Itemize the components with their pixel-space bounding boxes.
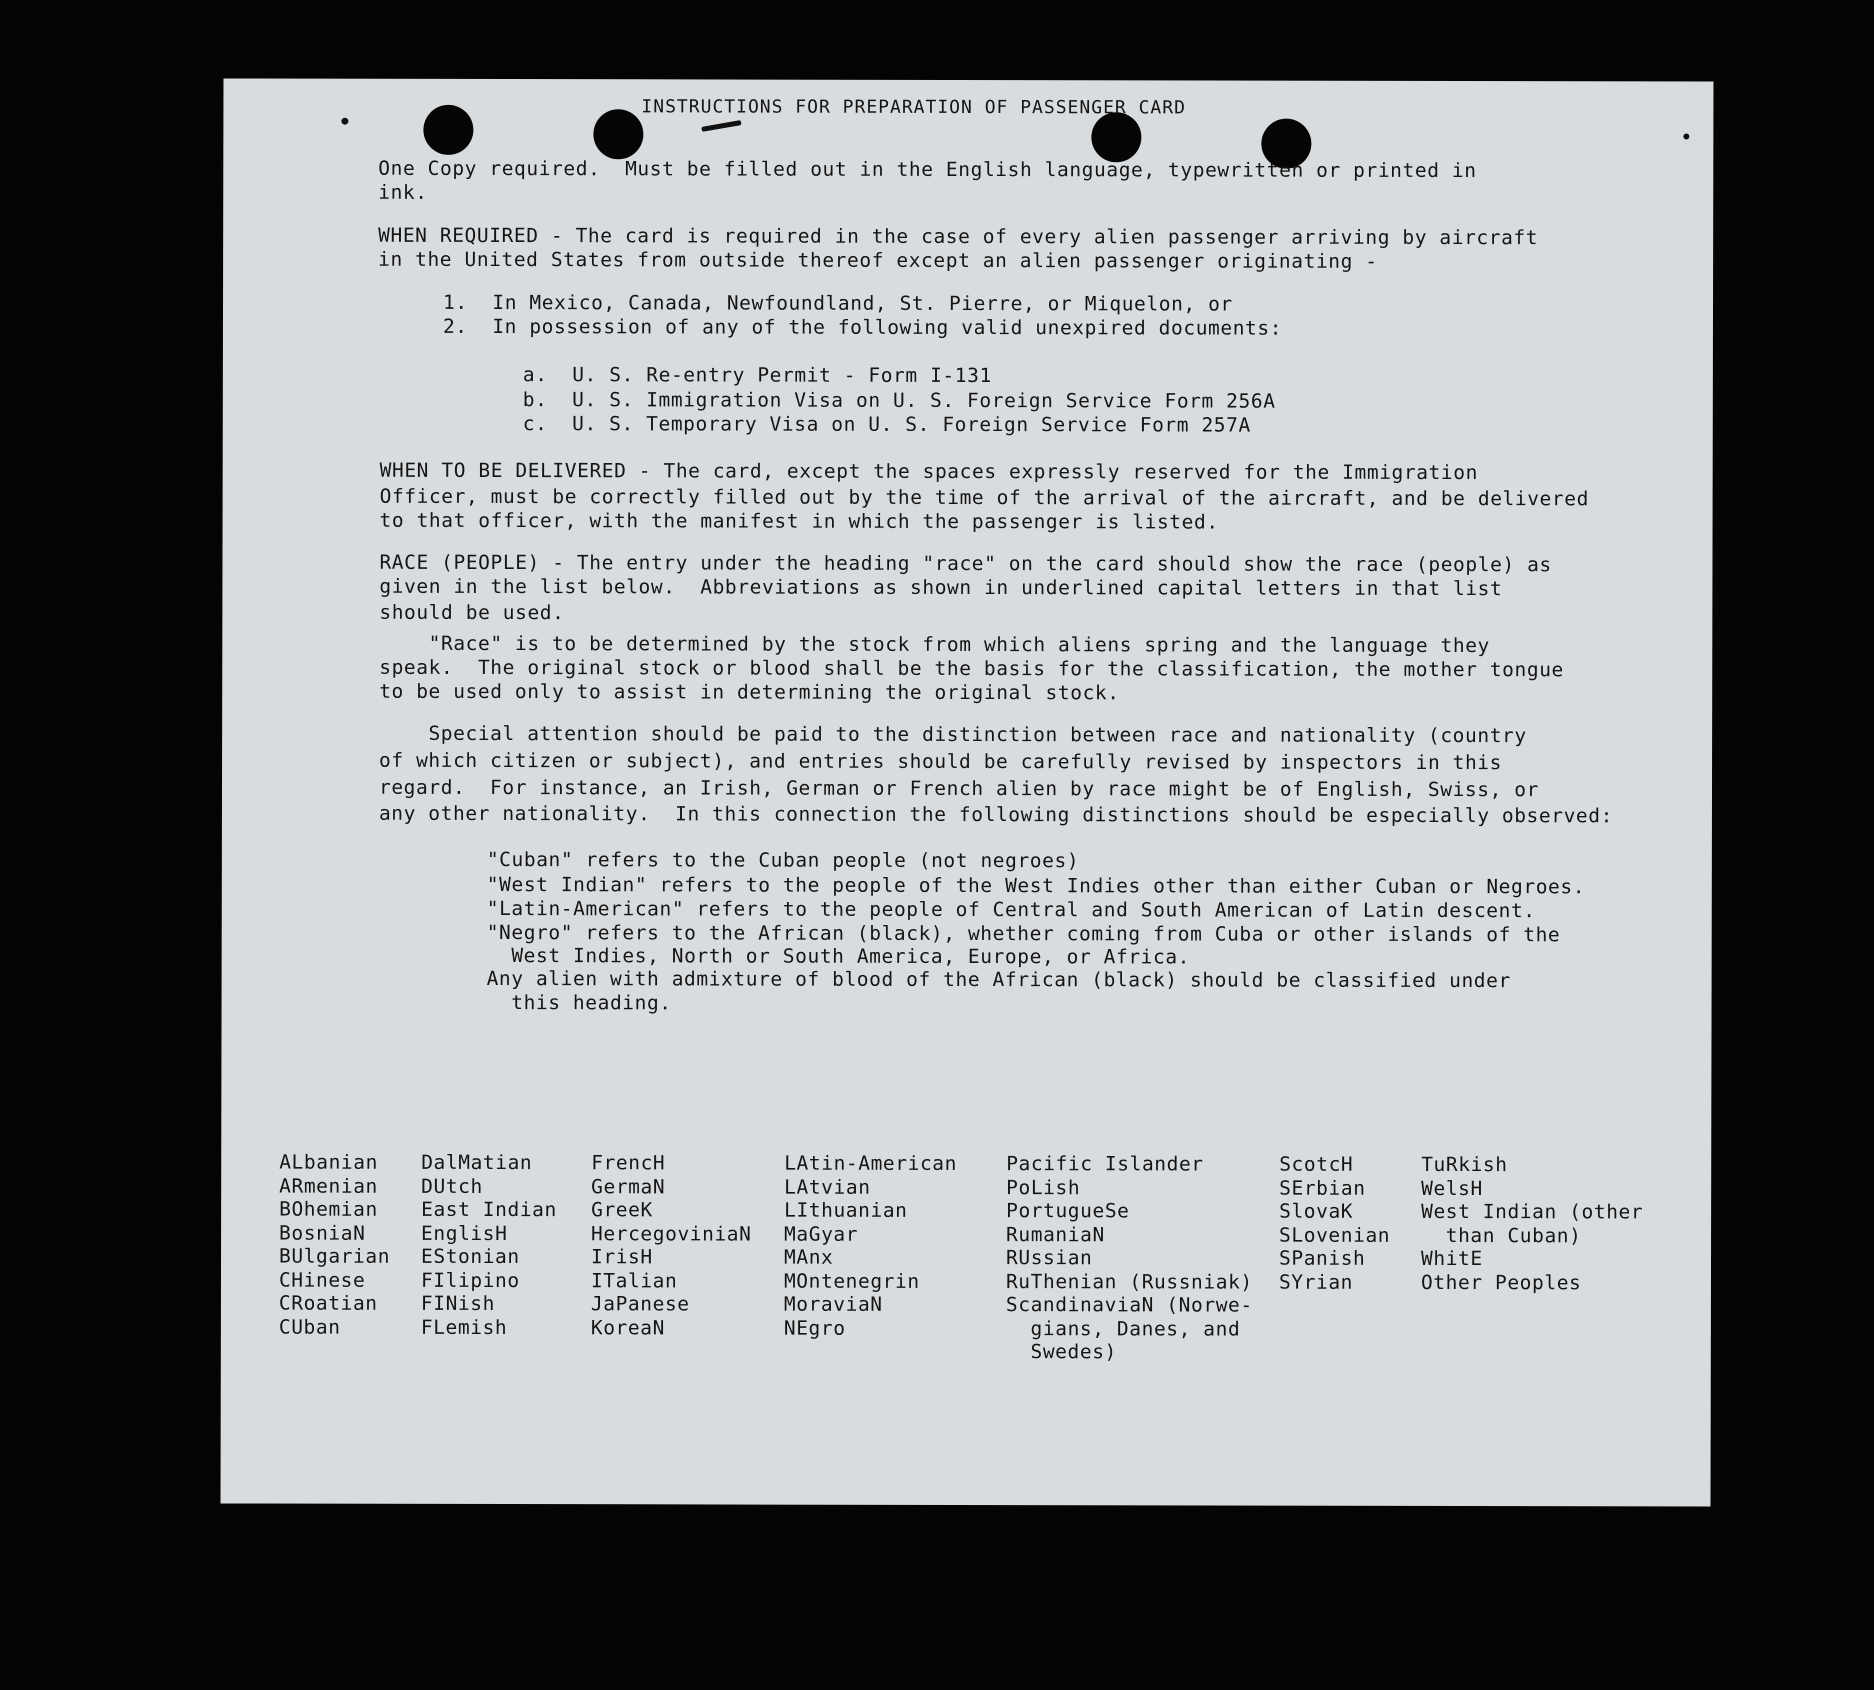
special-attention-line: any other nationality. In this connection the following distinctions should be especially observed: — [378, 801, 1613, 828]
distinction-line: "Cuban" refers to the Cuban people (not negroes) — [486, 847, 1080, 873]
race-column — [1279, 1153, 1390, 1294]
race-entry: LAtvian — [784, 1175, 871, 1199]
race-entry: CRoatian — [278, 1291, 378, 1315]
race-entry: MoraviaN — [783, 1292, 883, 1316]
intro-line: ink. — [378, 180, 428, 204]
race-entry: SYrian — [1278, 1270, 1354, 1294]
distinction-line: Any alien with admixture of blood of the African (black) should be classified under — [486, 966, 1511, 993]
race-entry: FIlipino — [420, 1268, 520, 1292]
numbered-item: 2. In possession of any of the following valid unexpired documents: — [442, 314, 1283, 340]
race-entry: MOntenegrin — [783, 1269, 920, 1293]
race-entry: JaPanese — [590, 1292, 690, 1316]
race-definition-line: speak. The original stock or blood shall be the basis for the classification, the mother tongue — [379, 655, 1564, 682]
speck — [701, 120, 741, 132]
race-entry: RUssian — [1006, 1246, 1093, 1270]
race-entry: BUlgarian — [279, 1244, 391, 1268]
race-entry: MAnx — [784, 1245, 834, 1269]
race-entry: KoreaN — [590, 1315, 665, 1339]
race-entry: East Indian — [421, 1197, 557, 1222]
race-entry: gians, Danes, and — [1005, 1316, 1241, 1341]
race-entry: FLemish — [420, 1315, 508, 1339]
race-people-line: should be used. — [379, 600, 565, 625]
distinction-line: "West Indian" refers to the people of the West Indies other than either Cuban or Negroes. — [486, 872, 1586, 899]
race-entry: TuRkish — [1421, 1152, 1508, 1177]
race-entry: RuThenian (Russniak) — [1005, 1269, 1253, 1294]
distinction-line: this heading. — [486, 990, 672, 1015]
distinction-line: "Latin-American" refers to the people of Central and South American of Latin descent. — [486, 896, 1536, 923]
when-delivered-line: to that officer, with the manifest in which the passenger is listed. — [379, 508, 1219, 534]
race-entry: RumaniaN — [1006, 1222, 1105, 1246]
race-column — [784, 1152, 957, 1340]
race-entry: NEgro — [783, 1316, 846, 1340]
race-entry: EStonian — [421, 1244, 520, 1269]
race-definition-line: to be used only to assist in determining the original stock. — [379, 679, 1120, 705]
race-entry: CUban — [278, 1315, 341, 1339]
race-entry: CHinese — [278, 1268, 366, 1292]
document-list-item: c. U. S. Temporary Visa on U. S. Foreign Service Form 257A — [522, 412, 1251, 437]
race-entry: WhitE — [1421, 1246, 1483, 1271]
race-entry: SPanish — [1279, 1246, 1366, 1270]
race-entry: DUtch — [421, 1174, 483, 1198]
race-entry: DalMatian — [421, 1150, 533, 1175]
speck — [341, 118, 348, 125]
race-entry: GermaN — [591, 1174, 666, 1198]
race-entry: PoLish — [1006, 1175, 1081, 1199]
race-entry: LIthuanian — [784, 1198, 908, 1222]
race-entry: than Cuban) — [1421, 1223, 1582, 1247]
race-entry: Swedes) — [1005, 1340, 1117, 1364]
race-entry: ARmenian — [279, 1174, 378, 1198]
race-people-line: given in the list below. Abbreviations as shown in underlined capital letters in that list — [379, 574, 1503, 601]
race-entry: BosniaN — [279, 1221, 366, 1245]
numbered-item: 1. In Mexico, Canada, Newfoundland, St. Pierre, or Miquelon, or — [443, 290, 1233, 316]
when-delivered-line: WHEN TO BE DELIVERED - The card, except the spaces expressly reserved for the Immigration — [379, 458, 1478, 485]
distinction-line: West Indies, North or South America, Europe, or Africa. — [486, 943, 1191, 969]
when-delivered-line: Officer, must be correctly filled out by the time of the arrival of the aircraft, and be delivered — [379, 484, 1589, 511]
race-column — [279, 1151, 390, 1339]
race-entry: West Indian (other — [1421, 1199, 1644, 1224]
race-column — [421, 1151, 557, 1339]
race-entry: FrencH — [591, 1151, 666, 1175]
speck — [1683, 133, 1689, 139]
race-column — [1421, 1153, 1643, 1294]
special-attention-line: of which citizen or subject), and entries should be carefully revised by inspectors in this — [379, 748, 1503, 775]
punch-hole — [593, 109, 643, 159]
race-entry: FINish — [420, 1291, 495, 1316]
race-entry: LAtin-American — [784, 1151, 958, 1175]
punch-hole — [423, 105, 473, 155]
when-required-line: WHEN REQUIRED - The card is required in the case of every alien passenger arriving by aircraft — [378, 223, 1539, 250]
race-entry: BOhemian — [279, 1197, 378, 1221]
race-entry: ALbanian — [279, 1150, 378, 1174]
document-list-item: b. U. S. Immigration Visa on U. S. Foreign Service Form 256A — [522, 388, 1276, 413]
race-definition-line: "Race" is to be determined by the stock from which aliens spring and the language they — [379, 631, 1490, 658]
race-column — [591, 1151, 752, 1339]
race-entry: GreeK — [591, 1198, 653, 1222]
page-title: INSTRUCTIONS FOR PREPARATION OF PASSENGER CARD — [641, 96, 1186, 119]
race-entry: WelsH — [1421, 1176, 1483, 1200]
race-entry: IrisH — [591, 1245, 653, 1269]
race-entry: ScotcH — [1279, 1152, 1354, 1176]
race-column — [1006, 1152, 1253, 1364]
race-entry: ScandinaviaN (Norwe- — [1005, 1293, 1253, 1317]
intro-line: One Copy required. Must be filled out in the English language, typewritten or printed in — [378, 156, 1477, 183]
race-entry: SlovaK — [1279, 1199, 1354, 1223]
race-entry: HercegoviniaN — [591, 1221, 752, 1246]
distinction-line: "Negro" refers to the African (black), whether coming from Cuba or other islands of the — [486, 920, 1561, 947]
race-entry: SErbian — [1279, 1176, 1366, 1200]
race-entry: MaGyar — [784, 1222, 859, 1246]
race-entry: Other Peoples — [1420, 1270, 1582, 1294]
race-entry: EnglisH — [421, 1221, 508, 1245]
document-list-item: a. U. S. Re-entry Permit - Form I-131 — [522, 363, 992, 388]
race-people-line: RACE (PEOPLE) - The entry under the heading "race" on the card should show the race (people) as — [379, 550, 1552, 577]
document-page — [221, 78, 1714, 1506]
race-entry: SLovenian — [1279, 1223, 1391, 1247]
special-attention-line: regard. For instance, an Irish, German or French alien by race might be of English, Swiss, or — [378, 775, 1539, 802]
race-entry: Pacific Islander — [1006, 1152, 1204, 1176]
special-attention-line: Special attention should be paid to the distinction between race and nationality (country — [379, 721, 1527, 748]
race-entry: ITalian — [590, 1268, 678, 1292]
when-required-line: in the United States from outside thereof except an alien passenger originating - — [378, 247, 1378, 273]
race-entry: PortugueSe — [1006, 1199, 1130, 1223]
